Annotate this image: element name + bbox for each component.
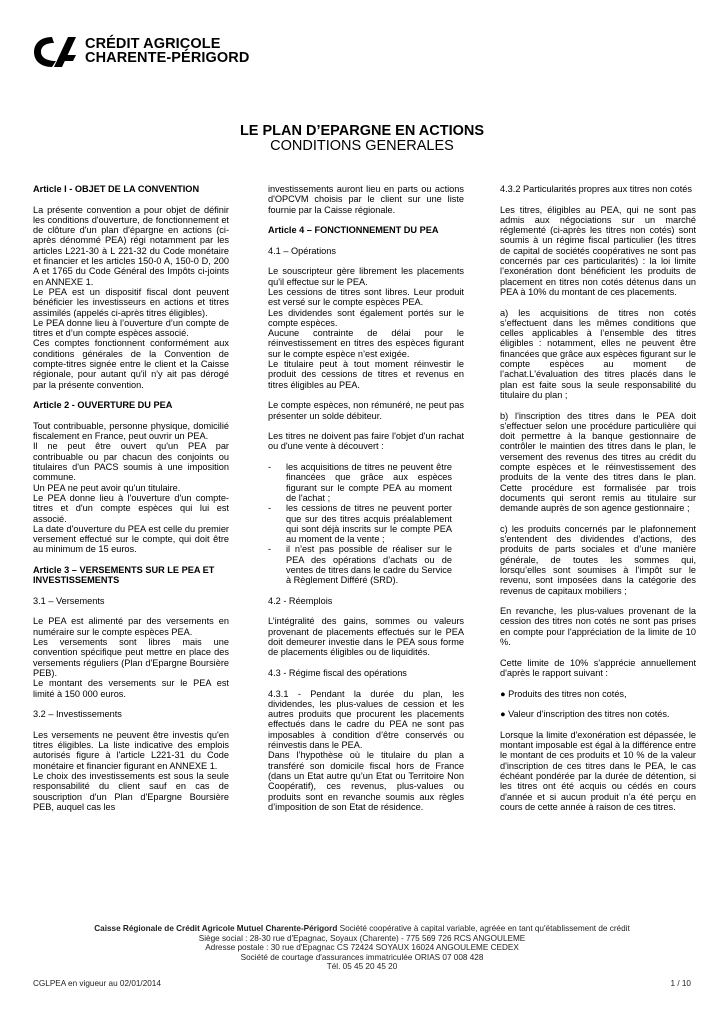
- paragraph: Les titres ne doivent pas faire l'objet d'un rachat ou d'une vente à découvert :: [268, 431, 464, 452]
- footer-line-1: [0, 924, 724, 934]
- paragraph: Cette limite de 10% s'apprécie annuellement d'après le rapport suivant :: [500, 657, 696, 678]
- footer-company-desc: Société coopérative à capital variable, agréée en tant qu'établissement de crédit: [337, 924, 630, 933]
- paragraph: Un PEA ne peut avoir qu'un titulaire.: [33, 482, 181, 493]
- logo-line-1: CRÉDIT AGRICOLE: [85, 36, 221, 52]
- paragraph: Ces comptes fonctionnent conformément aux conditions générales de la Convention de compte-titres signée entre le client et la Caisse régionale, pour autant qu'il n'y ait pas dérogé par la présente convention.: [33, 338, 229, 390]
- paragraph: La présente convention a pour objet de définir les conditions d'ouverture, de fonctionnement et de clôture d'un plan d'épargne en actions (ci-après dénommé PEA) régi notamment par les articles L221-30 à L 221-32 du Code monétaire et financier et les articles 150-0 A, 150-0 D, 200 A et 1765 du Code Général des Impôts ci-joints en ANNEXE 1.: [33, 204, 229, 287]
- paragraph: Les versements ne peuvent être investis qu'en titres éligibles. La liste indicative des emplois autorisés figure à l'article L221-31 du Code monétaire et financier figurant en ANNEXE 1.: [33, 729, 229, 771]
- paragraph: Lorsque la limite d'exonération est dépassée, le montant imposable est égal à la différence entre le montant de ces produits et 10 % de la valeur d'inscription de ces titres dans le PEA, le cas échéant pondérée par la durée de détention, si les titres ont été acquis ou cédés en cours d'année et si aucun produit n’a été perçu en cours de cette année à raison de ces titres.: [500, 729, 696, 812]
- paragraph: Le PEA est alimenté par des versements en numéraire sur le compte espèces PEA.: [33, 616, 229, 637]
- paragraph: En revanche, les plus-values provenant de la cession des titres non cotés ne sont pas prises en compte pour l'appréciation de la limite de 10 %.: [500, 606, 696, 648]
- document-version: CGLPEA en vigueur au 02/01/2014: [33, 979, 161, 988]
- paragraph: 4.3.2 Particularités propres aux titres non cotés: [500, 184, 693, 194]
- paragraph: 3.1 – Versements: [33, 595, 105, 606]
- article-heading: Article 3 – VERSEMENTS SUR LE PEA ET INVESTISSEMENTS: [33, 564, 215, 586]
- paragraph: a) les acquisitions de titres non cotés s’effectuent dans les mêmes conditions que celles applicables à l’ensemble des titres éligibles : notamment, elles ne peuvent être financées que grâce aux espèces figurant sur le compte espèces au moment de l’achat.L'évaluation des titres placés dans le plan est faite sous la seule responsabilité du titulaire du plan ;: [500, 307, 696, 400]
- page-title: LE PLAN D’EPARGNE EN ACTIONS: [239, 123, 485, 139]
- column-2: [268, 184, 464, 812]
- paragraph: Le PEA est un dispositif fiscal dont peuvent bénéficier les investisseurs en actions et titres assimilés (appelés ci-après titres éligibles).: [33, 286, 229, 318]
- article-heading: Article 2 - OUVERTURE DU PEA: [33, 400, 173, 411]
- list-item-text: les cessions de titres ne peuvent porter que sur des titres acquis préalablement qui sont déjà inscrits sur le compte PEA au moment de la vente ;: [286, 503, 452, 545]
- paragraph: Les versements sont libres mais une convention spécifique peut mettre en place des versements réguliers (Plan d'Epargne Boursière PEB).: [33, 637, 229, 678]
- article-heading: Article I - OBJET DE LA CONVENTION: [33, 184, 200, 194]
- footer: [0, 924, 724, 972]
- paragraph: Le PEA donne lieu à l'ouverture d'un compte-titres et d'un compte espèces qui lui est associé.: [33, 492, 229, 524]
- list-item-text: il n’est pas possible de réaliser sur le PEA des opérations d’achats ou de ventes de titres dans le cadre du Service à Règlement Différé (SRD).: [286, 544, 452, 586]
- paragraph: Le PEA donne lieu à l’ouverture d’un compte de titres et d’un compte espèces associé.: [33, 317, 229, 339]
- page-subtitle: CONDITIONS GENERALES: [270, 138, 454, 154]
- paragraph: c) les produits concernés par le plafonnement s'entendent des dividendes d’actions, des produits de parts sociales et d’une manière générale, de toutes les sommes qui, lorsqu’elles sont soumises à l’impôt sur le revenu, sont imposées dans la catégorie des revenus de capitaux mobiliers ;: [500, 523, 696, 596]
- column-3: [500, 184, 696, 812]
- footer-line-5: Tél. 05 45 20 45 20: [326, 962, 398, 972]
- list-item: [268, 544, 464, 585]
- paragraph: Aucune contrainte de délai pour le réinvestissement en titres des espèces figurant sur le compte espèce n’est exigée.: [268, 328, 464, 359]
- paragraph: Les cessions de titres sont libres. Leur produit est versé sur le compte espèces PEA.: [268, 286, 464, 308]
- article-heading: Article 4 – FONCTIONNEMENT DU PEA: [268, 225, 439, 236]
- paragraph: ● Valeur d'inscription des titres non cotés.: [500, 709, 670, 720]
- paragraph: L’intégralité des gains, sommes ou valeurs provenant de placements effectués sur le PEA doit demeurer investie dans le PEA sous forme de placements éligibles ou de liquidités.: [268, 616, 464, 658]
- paragraph: Il ne peut être ouvert qu'un PEA par contribuable ou par chacun des conjoints ou titulaires d'un PACS soumis à une imposition commune.: [33, 441, 229, 483]
- list-item: [268, 503, 464, 544]
- dash-marker: -: [268, 462, 272, 473]
- paragraph: ● Produits des titres non cotés,: [500, 688, 627, 699]
- paragraph: 4.3.1 - Pendant la durée du plan, les dividendes, les plus-values de cession et les autres produits que procurent les placements effectués dans le cadre du PEA ne sont pas imposables à condition d’être conservés ou réinvestis dans le PEA.: [268, 688, 464, 751]
- footer-company-name: Caisse Régionale de Crédit Agricole Mutuel Charente-Périgord: [94, 924, 338, 933]
- list-item: [268, 462, 464, 503]
- logo-line-2: CHARENTE-PÉRIGORD: [85, 50, 250, 66]
- column-1: [33, 184, 229, 812]
- paragraph: La date d'ouverture du PEA est celle du premier versement effectué sur le compte, qui doit être au minimum de 15 euros.: [33, 523, 229, 555]
- paragraph: Le compte espèces, non rémunéré, ne peut pas présenter un solde débiteur.: [268, 400, 464, 421]
- credit-agricole-logo-icon: [32, 33, 78, 71]
- footer-line-4: Société de courtage d'assurances immatriculée ORIAS 07 008 428: [240, 952, 484, 962]
- brand-logo: [32, 33, 262, 73]
- paragraph: b) l'inscription des titres dans le PEA doit s'effectuer selon une procédure particulière qui doit permettre à la banque gestionnaire de contrôler le maintien des titres dans le plan, le versement des revenus des titres au crédit du compte espèces et le réinvestissement des produits de la vente des titres dans le plan. Cette procédure est formalisée par trois documents qui seront remis au titulaire sur demande auprès de son agence gestionnaire ;: [500, 410, 696, 514]
- paragraph: Le montant des versements sur le PEA est limité à 150 000 euros.: [33, 678, 229, 699]
- paragraph: 3.2 – Investissements: [33, 709, 122, 720]
- footer-line-2: Siège social : 28-30 rue d'Epagnac, Soyaux (Charente) - 775 569 726 RCS ANGOULEME: [198, 933, 526, 943]
- paragraph: 4.1 – Opérations: [268, 245, 336, 256]
- paragraph: investissements auront lieu en parts ou actions d'OPCVM choisis par le client sur une liste fournie par la Caisse régionale.: [268, 184, 464, 215]
- paragraph: Le titulaire peut à tout moment réinvestir le produit des cessions de titres et revenus en titres éligibles au PEA.: [268, 359, 464, 390]
- paragraph: Les dividendes sont également portés sur le compte espèces.: [268, 307, 464, 328]
- paragraph: Le souscripteur gère librement les placements qu'il effectue sur le PEA.: [268, 266, 464, 287]
- dash-marker: -: [268, 503, 272, 514]
- footer-line-3: Adresse postale : 30 rue d'Epagnac CS 72424 SOYAUX 16024 ANGOULEME CEDEX: [205, 943, 519, 953]
- paragraph: Dans l’hypothèse où le titulaire du plan a transféré son domicile fiscal hors de France (dans un Etat autre qu’un Etat ou Territoire Non Coopératif), ces revenus, plus-values ou produits sont en revanche soumis aux règles d’imposition de son Etat de résidence.: [268, 750, 464, 812]
- paragraph: Tout contribuable, personne physique, domicilié fiscalement en France, peut ouvrir un PEA.: [33, 420, 229, 442]
- list-item-text: les acquisitions de titres ne peuvent être financées que grâce aux espèces figurant sur le compte PEA au moment de l'achat ;: [286, 462, 452, 503]
- paragraph: Les titres, éligibles au PEA, qui ne sont pas admis aux négociations sur un marché réglementé (ci-après les titres non cotés) sont soumis à un régime fiscal particulier (les titres de capital de sociétés coopératives ne sont pas concernés par ces particularités) : la loi limite l’exonération dont bénéficient les produits de placement en titres non cotés détenus dans un PEA à 10% du montant de ces placements.: [500, 204, 696, 297]
- paragraph: 4.2 - Réemplois: [268, 595, 333, 606]
- paragraph: Le choix des investissements est sous la seule responsabilité du client sauf en cas de souscription d'un Plan d'Epargne Boursière PEB, auquel cas les: [33, 770, 229, 812]
- paragraph: 4.3 - Régime fiscal des opérations: [268, 667, 407, 678]
- page-number: 1 / 10: [670, 979, 691, 988]
- dash-marker: -: [268, 544, 272, 555]
